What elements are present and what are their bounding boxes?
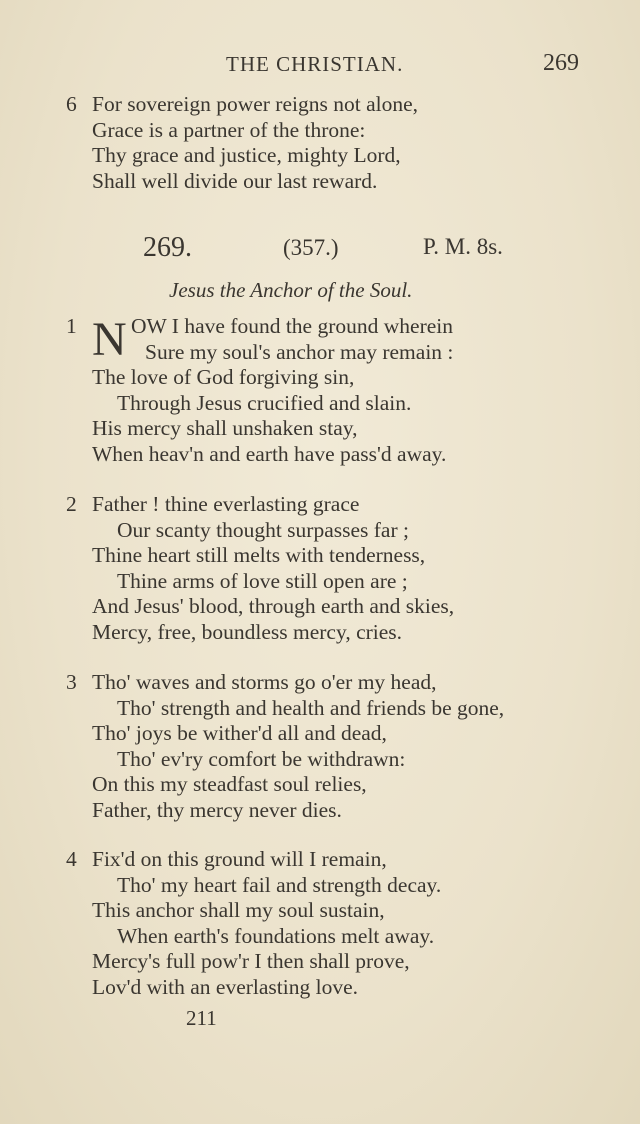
verse-line: Lov'd with an everlasting love. xyxy=(92,975,358,999)
verse-line: Father ! thine everlasting grace xyxy=(92,492,360,516)
verse-number: 1 xyxy=(66,314,77,338)
hymn-header xyxy=(0,232,640,266)
verse-line: OW I have found the ground wherein xyxy=(131,314,454,338)
hymn-number: 269. xyxy=(143,232,192,263)
verse-number: 4 xyxy=(66,847,77,871)
signature-mark: 211 xyxy=(186,1006,217,1030)
verse-line: Shall well divide our last reward. xyxy=(92,168,378,193)
verse-line: Tho' my heart fail and strength decay. xyxy=(117,872,442,897)
verse-line: Our scanty thought surpasses far ; xyxy=(117,517,409,542)
verse-line: Tho' ev'ry comfort be withdrawn: xyxy=(117,746,406,771)
verse-line: Tho' joys be wither'd all and dead, xyxy=(92,721,387,746)
verse-line: When earth's foundations melt away. xyxy=(117,923,435,948)
verse-line: His mercy shall unshaken stay, xyxy=(92,416,358,441)
verse-line: Mercy's full pow'r I then shall prove, xyxy=(92,949,410,974)
verse-line: Grace is a partner of the throne: xyxy=(92,117,366,142)
verse-line: On this my steadfast soul relies, xyxy=(92,772,367,797)
verse-line: Thine heart still melts with tenderness, xyxy=(92,543,426,568)
verse-number: 6 xyxy=(66,92,77,116)
verse-line: Thy grace and justice, mighty Lord, xyxy=(92,143,401,168)
verse-line: Fix'd on this ground will I remain, xyxy=(92,847,387,871)
verse-line: Mercy, free, boundless mercy, cries. xyxy=(92,620,403,644)
verse-line: This anchor shall my soul sustain, xyxy=(92,898,385,923)
verse-line: Thine arms of love still open are ; xyxy=(117,568,408,593)
running-title: THE CHRISTIAN. xyxy=(226,52,404,76)
hymn-alt-number: (357.) xyxy=(283,235,339,260)
verse-line: Tho' waves and storms go o'er my head, xyxy=(92,670,437,694)
verse-line: The love of God forgiving sin, xyxy=(92,365,355,390)
running-head xyxy=(0,52,640,82)
hymn-subtitle: Jesus the Anchor of the Soul. xyxy=(169,278,413,302)
page-number: 269 xyxy=(543,50,579,76)
hymn-meter: P. M. 8s. xyxy=(423,234,503,259)
verse-line: Father, thy mercy never dies. xyxy=(92,798,342,822)
verse-line: Tho' strength and health and friends be gone, xyxy=(117,695,505,720)
verse-line: Sure my soul's anchor may remain : xyxy=(145,339,454,364)
verse-line: And Jesus' blood, through earth and skies, xyxy=(92,594,455,619)
verse-number: 2 xyxy=(66,492,77,516)
verse-line: When heav'n and earth have pass'd away. xyxy=(92,442,447,466)
verse-number: 3 xyxy=(66,670,77,694)
drop-cap: N xyxy=(92,313,127,366)
verse-line: For sovereign power reigns not alone, xyxy=(92,92,419,116)
verse-line: Through Jesus crucified and slain. xyxy=(117,390,412,415)
